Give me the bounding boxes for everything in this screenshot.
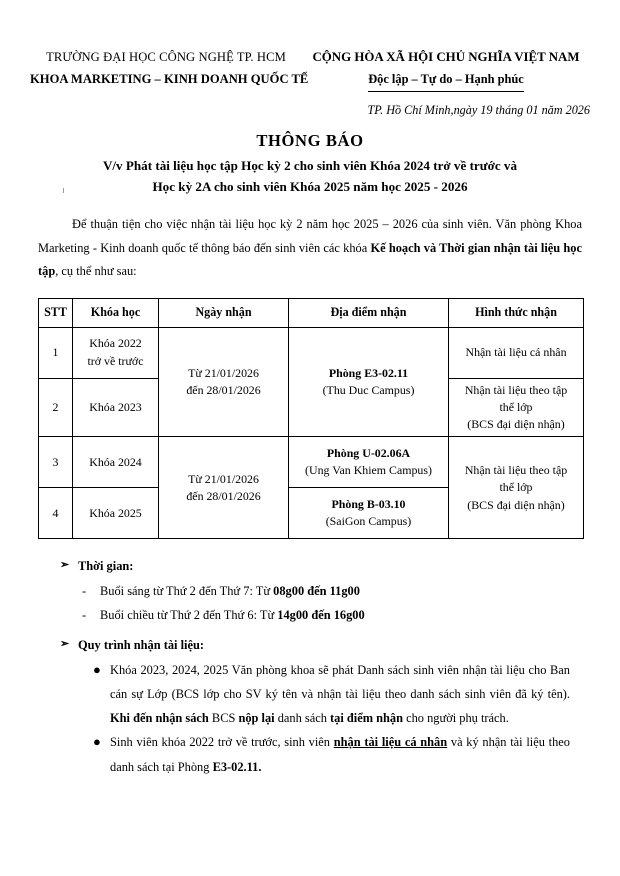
intro-text-part-2: , cụ thể như sau: — [55, 264, 137, 279]
process-bullet-2-room: E3-02.11. — [212, 759, 262, 774]
process-bullet-1-part-3: danh sách — [274, 711, 331, 726]
time-item-morning-hours: 08g00 đến 11g00 — [273, 583, 360, 598]
cell-ngay-nhan-group-1 — [159, 327, 289, 437]
cell-ngay-nhan-1-line1: Từ 21/01/2026 — [188, 365, 259, 380]
cell-hinh-thuc-2-line1: Nhận tài liệu theo tập — [464, 382, 568, 397]
schedule-table-wrapper — [38, 298, 582, 539]
title-block — [0, 131, 620, 197]
cell-khoa-hoc-3: Khóa 2024 — [73, 437, 159, 488]
cell-ngay-nhan-group-2 — [159, 437, 289, 539]
cell-dia-diem-group-1 — [289, 327, 449, 437]
process-bullet-2-part-1: Sinh viên khóa 2022 trở về trước, sinh viên — [110, 735, 334, 750]
process-bullet-1-bold-1: Khi đến nhận sách — [110, 711, 209, 726]
dash-bullet-icon: - — [82, 608, 87, 623]
cell-hinh-thuc-1: Nhận tài liệu cá nhân — [449, 327, 584, 378]
cell-hinh-thuc-group-2 — [449, 437, 584, 539]
section-heading-process-label: Quy trình nhận tài liệu: — [78, 638, 204, 653]
cell-hinh-thuc-3-line2: thể lớp — [499, 480, 533, 495]
scan-artifact-speck — [63, 188, 64, 193]
cell-dia-diem-4-campus: (SaiGon Campus) — [325, 514, 412, 529]
round-bullet-icon: ● — [93, 661, 101, 677]
cell-stt-2: 2 — [39, 378, 73, 437]
document-title: THÔNG BÁO — [256, 131, 364, 151]
national-motto: Độc lập – Tự do – Hạnh phúc — [368, 69, 524, 93]
intro-paragraph — [38, 213, 582, 284]
arrow-bullet-icon: ➢ — [60, 559, 70, 572]
cell-dia-diem-3-room: Phòng U-02.06A — [326, 446, 411, 461]
time-item-afternoon-hours: 14g00 đến 16g00 — [277, 608, 365, 623]
subtitle-line-2: Học kỳ 2A cho sinh viên Khóa 2025 năm học 2025 - 2026 — [152, 179, 468, 195]
header-right-block — [302, 46, 590, 92]
table-row — [39, 437, 584, 488]
column-header-hinh-thuc-nhan: Hình thức nhận — [449, 299, 584, 328]
process-bullet-2-part-2: và ký nhận tài liệu theo danh sách tại Phòng — [110, 735, 570, 774]
arrow-bullet-icon: ➢ — [60, 638, 70, 651]
cell-hinh-thuc-2-line2: thể lớp — [499, 399, 533, 414]
cell-dia-diem-1-room: Phòng E3-02.11 — [328, 365, 409, 380]
document-subtitle — [0, 155, 620, 197]
dash-bullet-icon: - — [82, 583, 87, 598]
cell-khoa-hoc-1-line2: trở về trước — [87, 353, 144, 368]
process-bullet-2 — [93, 730, 582, 778]
document-header — [0, 0, 620, 92]
cell-hinh-thuc-2 — [449, 378, 584, 437]
intro-bold-phrase: Kế hoạch và Thời gian nhận tài liệu học tập — [38, 240, 582, 279]
column-header-khoa-hoc: Khóa học — [73, 299, 159, 328]
process-bullet-1-part-1: Khóa 2023, 2024, 2025 Văn phòng khoa sẽ phát Danh sách sinh viên nhận tài liệu cho Ban cán sự Lớp (BCS lớp cho SV ký tên và nhận tài liệu theo danh sách sinh viên đã ký tên). — [110, 662, 570, 702]
header-left-block — [30, 46, 309, 90]
section-heading-process — [60, 634, 582, 658]
section-heading-time — [60, 555, 582, 579]
cell-ngay-nhan-1-line2: đến 28/01/2026 — [186, 383, 261, 398]
cell-ngay-nhan-2-line2: đến 28/01/2026 — [186, 488, 261, 503]
table-row — [39, 327, 584, 378]
section-spacer — [38, 627, 582, 634]
place-and-date: TP. Hồ Chí Minh,ngày 19 tháng 01 năm 2026 — [367, 103, 590, 118]
cell-dia-diem-3 — [289, 437, 449, 488]
time-item-afternoon-text: Buổi chiều từ Thứ 2 đến Thứ 6: Từ — [100, 608, 278, 623]
round-bullet-icon: ● — [93, 734, 101, 750]
cell-ngay-nhan-2-line1: Từ 21/01/2026 — [188, 471, 259, 486]
cell-khoa-hoc-1 — [73, 327, 159, 378]
cell-khoa-hoc-1-line1: Khóa 2022 — [89, 336, 142, 351]
cell-hinh-thuc-2-line3: (BCS đại diện nhận) — [467, 417, 565, 432]
cell-khoa-hoc-2: Khóa 2023 — [73, 378, 159, 437]
schedule-table — [38, 298, 584, 539]
time-item-afternoon — [82, 603, 582, 627]
table-header-row — [39, 299, 584, 328]
process-bullet-1-part-4: cho người phụ trách. — [403, 711, 509, 726]
process-bullet-1-bold-3: tại điểm nhận — [330, 711, 403, 726]
process-bullet-1-bold-2: nộp lại — [238, 711, 275, 726]
process-bullet-1-part-2: BCS — [208, 711, 239, 726]
department-name: KHOA MARKETING – KINH DOANH QUỐC TẾ — [30, 72, 309, 87]
cell-hinh-thuc-3-line1: Nhận tài liệu theo tập — [464, 463, 568, 478]
cell-hinh-thuc-3-line3: (BCS đại diện nhận) — [467, 497, 565, 512]
cell-dia-diem-4 — [289, 488, 449, 539]
time-item-morning-text: Buổi sáng từ Thứ 2 đến Thứ 7: Từ — [100, 583, 274, 598]
organization-name: TRƯỜNG ĐẠI HỌC CÔNG NGHỆ TP. HCM — [46, 50, 286, 64]
column-header-ngay-nhan: Ngày nhận — [159, 299, 289, 328]
details-sections — [38, 555, 582, 778]
section-heading-time-label: Thời gian: — [78, 559, 134, 574]
cell-dia-diem-4-room: Phòng B-03.10 — [331, 497, 406, 512]
cell-stt-1: 1 — [39, 327, 73, 378]
process-bullet-2-underlined-phrase: nhận tài liệu cá nhân — [333, 735, 448, 750]
cell-stt-4: 4 — [39, 488, 73, 539]
subtitle-line-1: V/v Phát tài liệu học tập Học kỳ 2 cho sinh viên Khóa 2024 trở về trước và — [102, 158, 518, 174]
nation-name: CỘNG HÒA XÃ HỘI CHỦ NGHĨA VIỆT NAM — [312, 50, 580, 64]
process-bullet-1 — [93, 658, 582, 731]
cell-stt-3: 3 — [39, 437, 73, 488]
cell-khoa-hoc-4: Khóa 2025 — [73, 488, 159, 539]
time-item-morning — [82, 579, 582, 603]
column-header-dia-diem-nhan: Địa điểm nhận — [289, 299, 449, 328]
cell-dia-diem-1-campus: (Thu Duc Campus) — [322, 383, 415, 398]
column-header-stt: STT — [39, 299, 73, 328]
intro-text-part-1: Để thuận tiện cho việc nhận tài liệu học kỳ 2 năm học 2025 – 2026 của sinh viên. Văn phòng Khoa Marketing - Kinh doanh quốc tế thông báo đến sinh viên các khóa — [38, 216, 582, 255]
cell-dia-diem-3-campus: (Ung Van Khiem Campus) — [305, 463, 432, 478]
